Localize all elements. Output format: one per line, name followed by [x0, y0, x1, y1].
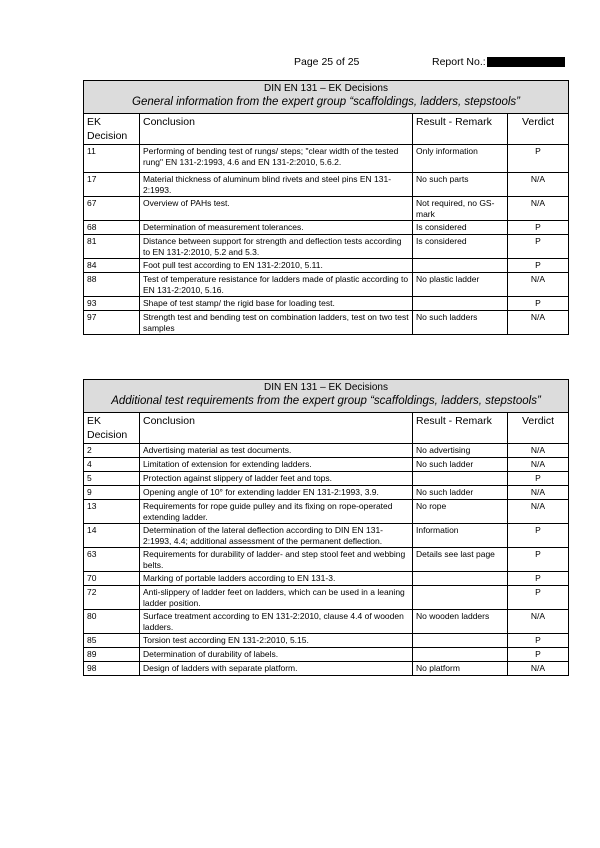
page-number: Page 25 of 25: [294, 56, 360, 68]
verdict-cell: N/A: [508, 458, 569, 472]
conclusion-cell: Design of ladders with separate platform.: [140, 662, 413, 676]
column-header-result: Result - Remark: [413, 114, 508, 145]
result-remark-cell: No advertising: [413, 444, 508, 458]
table-title: [84, 81, 569, 114]
conclusion-cell: Strength test and bending test on combination ladders, test on two test samples: [140, 311, 413, 335]
result-remark-cell: Details see last page: [413, 548, 508, 572]
verdict-cell: N/A: [508, 173, 569, 197]
table-row: [84, 458, 569, 472]
result-remark-cell: Not required, no GS-mark: [413, 197, 508, 221]
table-row: [84, 197, 569, 221]
verdict-cell: P: [508, 572, 569, 586]
conclusion-cell: Surface treatment according to EN 131-2:2010, clause 4.4 of wooden ladders.: [140, 610, 413, 634]
ek-number-cell: 11: [84, 145, 140, 173]
result-remark-cell: [413, 259, 508, 273]
table-title-line2: General information from the expert group “scaffoldings, ladders, stepstools”: [132, 96, 520, 108]
ek-number-cell: 2: [84, 444, 140, 458]
table-row: [84, 548, 569, 572]
ek-number-cell: 4: [84, 458, 140, 472]
ek-number-cell: 17: [84, 173, 140, 197]
verdict-cell: P: [508, 586, 569, 610]
table-title-line1: DIN EN 131 – EK Decisions: [264, 83, 388, 94]
ek-number-cell: 5: [84, 472, 140, 486]
ek-number-cell: 72: [84, 586, 140, 610]
table-row: [84, 297, 569, 311]
result-remark-cell: Is considered: [413, 221, 508, 235]
column-header-verdict: Verdict: [508, 114, 569, 145]
ek-number-cell: 93: [84, 297, 140, 311]
table-title-line2: Additional test requirements from the expert group “scaffoldings, ladders, stepstools”: [111, 395, 541, 407]
result-remark-cell: Information: [413, 524, 508, 548]
ek-number-cell: 68: [84, 221, 140, 235]
table-row: [84, 524, 569, 548]
table-row: [84, 662, 569, 676]
ek-number-cell: 13: [84, 500, 140, 524]
result-remark-cell: [413, 472, 508, 486]
result-remark-cell: No such ladder: [413, 486, 508, 500]
ek-number-cell: 88: [84, 273, 140, 297]
result-remark-cell: [413, 572, 508, 586]
conclusion-cell: Distance between support for strength and deflection tests according to EN 131-2:2010, 5.2 and 5.3.: [140, 235, 413, 259]
conclusion-cell: Requirements for rope guide pulley and its fixing on rope-operated extending ladder.: [140, 500, 413, 524]
ek-number-cell: 70: [84, 572, 140, 586]
ek-number-cell: 9: [84, 486, 140, 500]
result-remark-cell: [413, 297, 508, 311]
verdict-cell: N/A: [508, 500, 569, 524]
result-remark-cell: No rope: [413, 500, 508, 524]
verdict-cell: P: [508, 548, 569, 572]
column-header-row: [84, 114, 569, 145]
ek-number-cell: 14: [84, 524, 140, 548]
verdict-cell: P: [508, 648, 569, 662]
column-header-ek: EK Decision: [84, 114, 140, 145]
ek-number-cell: 98: [84, 662, 140, 676]
result-remark-cell: No plastic ladder: [413, 273, 508, 297]
table-row: [84, 610, 569, 634]
verdict-cell: P: [508, 297, 569, 311]
result-remark-cell: Only information: [413, 145, 508, 173]
conclusion-cell: Material thickness of aluminum blind rivets and steel pins EN 131-2:1993.: [140, 173, 413, 197]
conclusion-cell: Determination of the lateral deflection according to DIN EN 131-2:1993, 4.4; additional assessment of the permanent deflection.: [140, 524, 413, 548]
verdict-cell: P: [508, 524, 569, 548]
page-header: [0, 56, 600, 70]
verdict-cell: P: [508, 259, 569, 273]
conclusion-cell: Foot pull test according to EN 131-2:2010, 5.11.: [140, 259, 413, 273]
report-number-label: Report No.:: [432, 56, 486, 68]
table-row: [84, 444, 569, 458]
verdict-cell: N/A: [508, 662, 569, 676]
table-row: [84, 235, 569, 259]
ek-number-cell: 67: [84, 197, 140, 221]
table-row: [84, 472, 569, 486]
result-remark-cell: Is considered: [413, 235, 508, 259]
ek-number-cell: 63: [84, 548, 140, 572]
verdict-cell: N/A: [508, 486, 569, 500]
verdict-cell: N/A: [508, 273, 569, 297]
ek-decisions-table-additional: [83, 379, 569, 676]
conclusion-cell: Protection against slippery of ladder feet and tops.: [140, 472, 413, 486]
column-header-verdict: Verdict: [508, 413, 569, 444]
ek-number-cell: 84: [84, 259, 140, 273]
verdict-cell: N/A: [508, 197, 569, 221]
verdict-cell: P: [508, 634, 569, 648]
verdict-cell: P: [508, 235, 569, 259]
result-remark-cell: No such parts: [413, 173, 508, 197]
column-header-result: Result - Remark: [413, 413, 508, 444]
conclusion-cell: Anti-slippery of ladder feet on ladders, which can be used in a leaning ladder position.: [140, 586, 413, 610]
verdict-cell: P: [508, 472, 569, 486]
conclusion-cell: Advertising material as test documents.: [140, 444, 413, 458]
conclusion-cell: Marking of portable ladders according to EN 131-3.: [140, 572, 413, 586]
verdict-cell: P: [508, 221, 569, 235]
table-row: [84, 259, 569, 273]
verdict-cell: P: [508, 145, 569, 173]
ek-decisions-table-general: [83, 80, 569, 335]
column-header-ek: EK Decision: [84, 413, 140, 444]
table-row: [84, 648, 569, 662]
table-row: [84, 486, 569, 500]
conclusion-cell: Overview of PAHs test.: [140, 197, 413, 221]
conclusion-cell: Test of temperature resistance for ladders made of plastic according to EN 131-2:2010, 5.16.: [140, 273, 413, 297]
conclusion-cell: Requirements for durability of ladder- and step stool feet and webbing belts.: [140, 548, 413, 572]
result-remark-cell: [413, 634, 508, 648]
verdict-cell: N/A: [508, 444, 569, 458]
ek-number-cell: 97: [84, 311, 140, 335]
table-row: [84, 634, 569, 648]
conclusion-cell: Torsion test according EN 131-2:2010, 5.15.: [140, 634, 413, 648]
conclusion-cell: Determination of measurement tolerances.: [140, 221, 413, 235]
verdict-cell: N/A: [508, 311, 569, 335]
table-row: [84, 145, 569, 173]
table-row: [84, 221, 569, 235]
table-row: [84, 173, 569, 197]
conclusion-cell: Opening angle of 10° for extending ladder EN 131-2:1993, 3.9.: [140, 486, 413, 500]
table-title-line1: DIN EN 131 – EK Decisions: [264, 382, 388, 393]
column-header-row: [84, 413, 569, 444]
conclusion-cell: Performing of bending test of rungs/ steps; "clear width of the tested rung" EN 131-2:1993, 4.6 and EN 131-2:2010, 5.6.2.: [140, 145, 413, 173]
result-remark-cell: No platform: [413, 662, 508, 676]
result-remark-cell: [413, 586, 508, 610]
result-remark-cell: No wooden ladders: [413, 610, 508, 634]
table-row: [84, 311, 569, 335]
table-row: [84, 572, 569, 586]
redacted-report-number: [487, 57, 565, 67]
ek-number-cell: 89: [84, 648, 140, 662]
table-row: [84, 273, 569, 297]
table-title: [84, 380, 569, 413]
table-row: [84, 500, 569, 524]
table-row: [84, 586, 569, 610]
column-header-conclusion: Conclusion: [140, 413, 413, 444]
conclusion-cell: Limitation of extension for extending ladders.: [140, 458, 413, 472]
ek-number-cell: 85: [84, 634, 140, 648]
ek-number-cell: 80: [84, 610, 140, 634]
column-header-conclusion: Conclusion: [140, 114, 413, 145]
ek-number-cell: 81: [84, 235, 140, 259]
conclusion-cell: Determination of durability of labels.: [140, 648, 413, 662]
result-remark-cell: No such ladder: [413, 458, 508, 472]
conclusion-cell: Shape of test stamp/ the rigid base for loading test.: [140, 297, 413, 311]
result-remark-cell: [413, 648, 508, 662]
result-remark-cell: No such ladders: [413, 311, 508, 335]
verdict-cell: N/A: [508, 610, 569, 634]
